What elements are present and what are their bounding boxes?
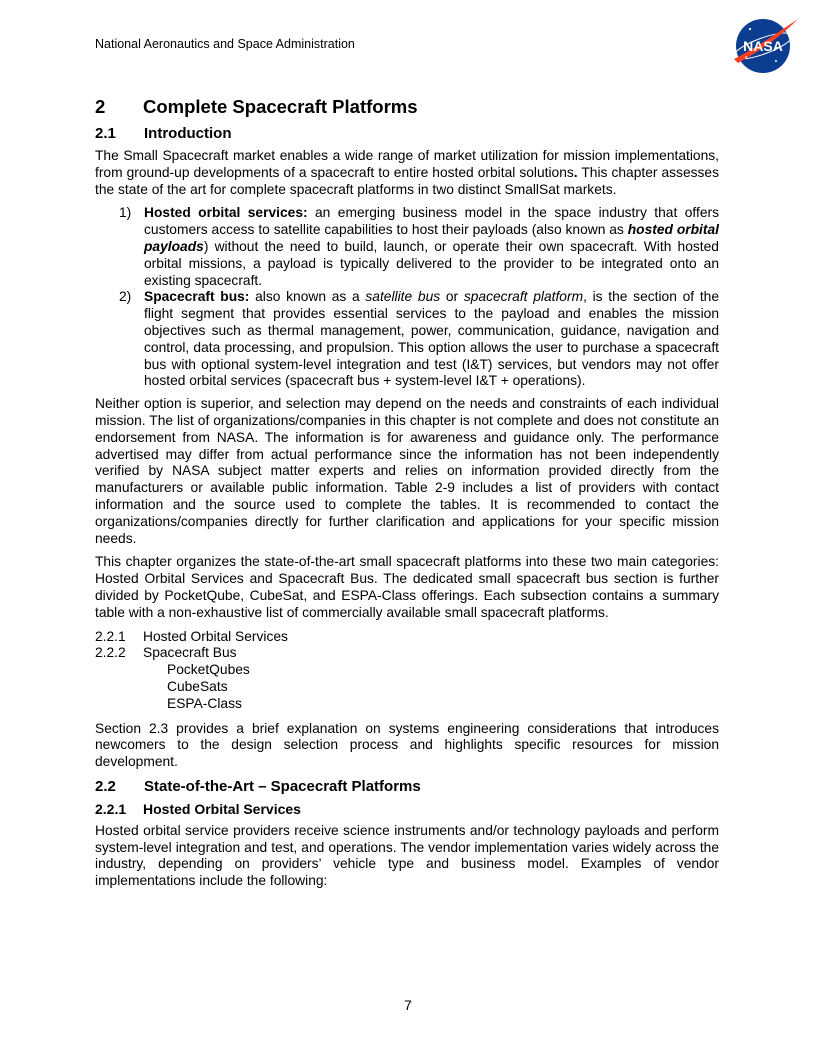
term: Spacecraft bus: — [144, 289, 250, 305]
logo-wordmark: NASA — [743, 38, 783, 54]
emphasis: hosted orbital payloads — [144, 222, 719, 254]
section-outline — [95, 629, 719, 713]
intro-p1-text-b: This chapter assesses the state of the art for complete spacecraft platforms in two distinct SmallSat markets. — [95, 164, 719, 197]
logo-star — [745, 56, 747, 58]
definition-text: ) without the need to build, launch, or operate their own spacecraft. With hosted orbital missions, a payload is typically delivered to the provider to be integrated onto an existing spacecraft. — [144, 238, 719, 288]
emphasis: spacecraft platform — [463, 289, 584, 305]
definition-text: , is the section of the flight segment that provides essential services to the payload and enables the mission objectives such as thermal management, power, communication, guidance, navigation and control, data processing, and propulsion. This option allows the user to purchase a spacecraft bus with optional system-level integration and test (I&T) services, but vendors may not offer hosted orbital services (spacecraft bus + system-level I&T + operations). — [144, 289, 720, 389]
disclaimer-paragraph: Neither option is superior, and selection may depend on the needs and constraints of each individual mission. The list of organizations/companies in this chapter is not complete and does not constitute an endorsement from NASA. The information is for awareness and guidance only. The performance advertised may differ from actual performance since the information has not been independently verified by NASA subject matter experts and relies on information provided directly from the manufacturers or available public information. Table 2-9 includes a list of providers with contact information and the source used to complete the tables. It is recommended to contact the organizations/companies directly for further clarification and applications for your specific mission needs. — [95, 396, 719, 546]
section-reference-paragraph: Section 2.3 provides a brief explanation on systems engineering considerations that introduces newcomers to the design selection process and highlights specific resources for mission development. — [95, 720, 719, 770]
outline-subitem: ESPA-Class — [167, 695, 242, 711]
soa-heading — [95, 778, 719, 795]
intro-p1-text: The Small Spacecraft market enables a wide range of market utilization for mission implementations, from ground-up developments of a spacecraft to entire hosted orbital solutions — [95, 148, 719, 180]
chapter-number: 2 — [95, 96, 106, 117]
intro-p1-period: . — [573, 164, 578, 180]
outline-row — [95, 645, 719, 662]
intro-title: Introduction — [144, 125, 232, 142]
definition-list — [95, 205, 719, 390]
page-number: 7 — [404, 998, 412, 1013]
outline-subitem: PocketQubes — [167, 662, 250, 678]
hosted-title: Hosted Orbital Services — [143, 800, 301, 817]
definition-text: also known as a — [249, 289, 366, 305]
intro-heading — [95, 125, 719, 142]
definition-text: or — [440, 289, 464, 305]
list-marker: 1) — [119, 205, 132, 221]
hosted-heading — [95, 801, 719, 817]
logo-star — [775, 60, 777, 62]
hosted-number: 2.2.1 — [95, 800, 127, 817]
soa-number: 2.2 — [95, 777, 116, 795]
list-item — [95, 205, 719, 289]
outline-label: Hosted Orbital Services — [143, 628, 288, 644]
logo-star — [749, 28, 751, 30]
outline-number: 2.2.2 — [95, 645, 126, 661]
intro-paragraph — [95, 148, 719, 198]
hosted-paragraph: Hosted orbital service providers receive science instruments and/or technology payloads and perform system-level integration and test, and operations. The vendor implementation varies widely across the industry, depending on providers’ vehicle type and business model. Examples of vendor implementations include the following: — [95, 822, 719, 889]
outline-subitem: CubeSats — [167, 678, 228, 694]
organization-paragraph: This chapter organizes the state-of-the-art small spacecraft platforms into these two main categories: Hosted Orbital Services and Spacecraft Bus. The dedicated small spacecraft bus section is further divided by PocketQube, CubeSat, and ESPA-Class offerings. Each subsection contains a summary table with a non-exhaustive list of commercially available small spacecraft platforms. — [95, 554, 719, 620]
outline-row — [95, 629, 719, 646]
term: Hosted orbital services: — [144, 205, 308, 221]
definition-text: an emerging business model in the space industry that offers customers access to satellite capabilities to host their payloads (also known as — [144, 205, 719, 238]
list-marker: 2) — [119, 289, 132, 305]
intro-number: 2.1 — [95, 125, 116, 142]
page-content — [95, 96, 719, 897]
list-item — [95, 289, 719, 390]
chapter-title: Complete Spacecraft Platforms — [143, 96, 418, 117]
nasa-logo — [728, 15, 800, 77]
soa-title: State-of-the-Art – Spacecraft Platforms — [144, 777, 421, 795]
chapter-heading — [95, 96, 719, 118]
header-org-name: National Aeronautics and Space Administration — [95, 37, 355, 51]
outline-label: Spacecraft Bus — [143, 645, 237, 661]
emphasis: satellite bus — [365, 289, 441, 305]
outline-number: 2.2.1 — [95, 628, 126, 644]
